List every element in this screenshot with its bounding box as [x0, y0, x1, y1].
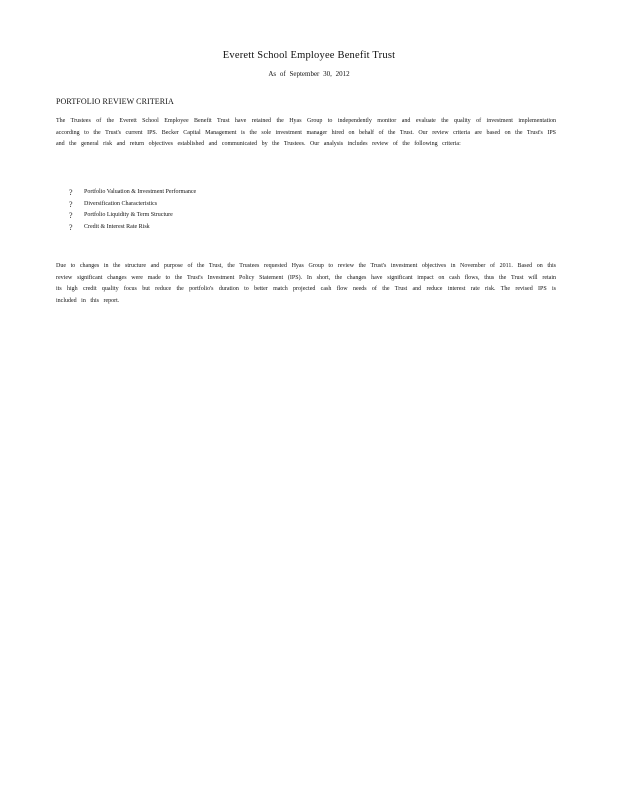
bullet-glyph: ?: [69, 222, 73, 232]
report-date: As of September 30, 2012: [268, 70, 350, 78]
bullet-glyph: ?: [69, 188, 73, 197]
bullet-glyph: ?: [69, 211, 73, 220]
document-title: Everett School Employee Benefit Trust: [222, 50, 396, 61]
criteria-label: Portfolio Liquidity & Term Structure: [84, 212, 173, 218]
intro-paragraph: The Trustees of the Everett School Employee Benefit Trust have retained the Hyas Group to independently monitor and evaluate the quality of investment implementation according to the Trust's current IPS. Becker Capital Management is the sole investment manager hired on behalf of the Trust. Our review criteria are based on the Trust's IPS and the general risk and return objectives established and communicated by the Trustees. Our analysis includes review of the following criteria:: [56, 118, 556, 147]
bullet-glyph: ?: [69, 199, 73, 209]
list-item: [69, 222, 196, 234]
list-item: [69, 210, 196, 222]
criteria-label: Portfolio Valuation & Investment Performance: [84, 189, 197, 195]
criteria-label: Credit & Interest Rate Risk: [84, 223, 150, 230]
criteria-label: Diversification Characteristics: [84, 200, 158, 207]
section-heading: PORTFOLIO REVIEW CRITERIA: [56, 97, 174, 106]
list-item: [69, 199, 196, 211]
closing-paragraph: Due to changes in the structure and purpose of the Trust, the Trustees requested Hyas Group to review the Trust's investment objectives in November of 2011. Based on this review significant changes were made to the Trust's Investment Policy Statement (IPS). In short, the changes have significant impact on cash flows, thus the Trust will retain its high credit quality focus but reduce the portfolio's duration to better match projected cash flow needs of the Trust and reduce interest rate risk. The revised IPS is included in this report.: [56, 263, 556, 304]
list-item: [69, 187, 196, 199]
criteria-list: [69, 187, 196, 233]
